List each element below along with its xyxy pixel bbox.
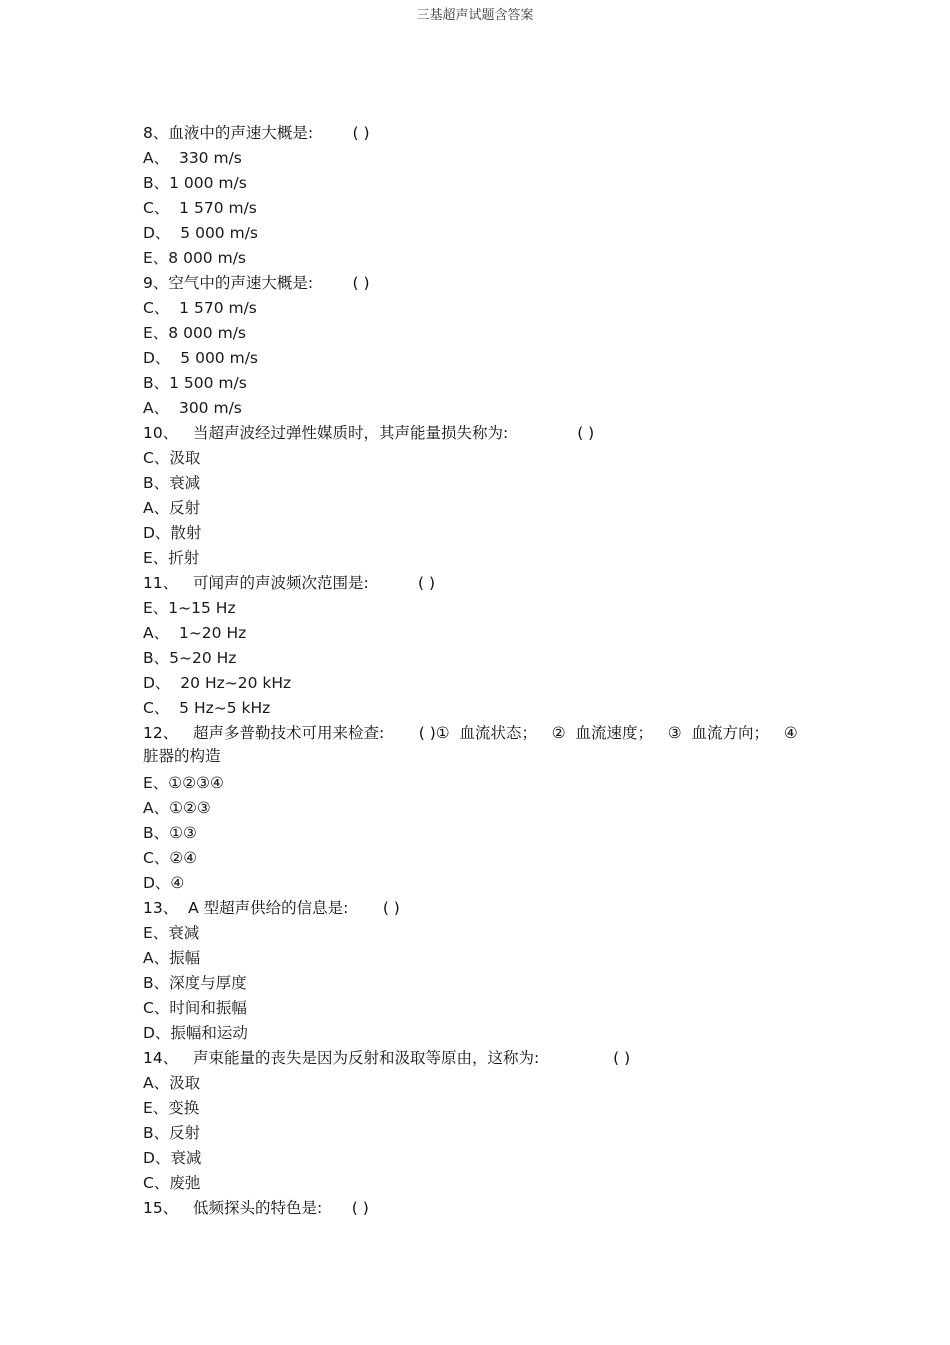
question-11: 11、 可闻声的声波频次范围是: ( ) [143, 574, 436, 592]
option-line: E、8 000 m/s [143, 249, 246, 267]
option-line: B、1 000 m/s [143, 174, 247, 192]
option-line: E、1~15 Hz [143, 599, 236, 617]
page-header-title: 三基超声试题含答案 [416, 8, 534, 23]
option-line: E、8 000 m/s [143, 324, 246, 342]
option-line: D、散射 [143, 524, 202, 542]
option-line: A、 330 m/s [143, 149, 242, 167]
option-line: E、①②③④ [143, 774, 224, 792]
option-line: B、5~20 Hz [143, 649, 237, 667]
option-line: C、汲取 [143, 449, 201, 467]
option-line: D、 5 000 m/s [143, 224, 258, 242]
option-line: A、振幅 [143, 949, 201, 967]
option-line: D、 20 Hz~20 kHz [143, 674, 292, 692]
option-line: C、废弛 [143, 1174, 201, 1192]
question-14: 14、 声束能量的丧失是因为反射和汲取等原由，这称为: ( ) [143, 1049, 631, 1067]
option-line: D、振幅和运动 [143, 1024, 248, 1042]
question-12: 12、 超声多普勒技术可用来检查: ( )① 血流状态； ② 血流速度； ③ 血流方向； ④ 脏器的构造 [143, 724, 808, 765]
option-line: E、变换 [143, 1099, 200, 1117]
question-10: 10、 当超声波经过弹性媒质时，其声能量损失称为: ( ) [143, 424, 595, 442]
question-13: 13、 A 型超声供给的信息是: ( ) [143, 899, 400, 917]
question-9: 9、空气中的声速大概是: ( ) [143, 274, 370, 292]
option-line: B、①③ [143, 824, 197, 842]
option-line: B、1 500 m/s [143, 374, 247, 392]
option-line: B、深度与厚度 [143, 974, 247, 992]
option-line: C、时间和振幅 [143, 999, 247, 1017]
option-line: D、④ [143, 874, 185, 892]
option-line: A、反射 [143, 499, 201, 517]
option-line: A、①②③ [143, 799, 211, 817]
option-line: C、②④ [143, 849, 198, 867]
option-line: D、 5 000 m/s [143, 349, 258, 367]
option-line: D、衰减 [143, 1149, 202, 1167]
option-line: E、衰减 [143, 924, 200, 942]
option-line: B、衰减 [143, 474, 201, 492]
option-line: A、 1~20 Hz [143, 624, 247, 642]
option-line: C、 1 570 m/s [143, 199, 257, 217]
option-line: E、折射 [143, 549, 200, 567]
question-8: 8、血液中的声速大概是: ( ) [143, 124, 370, 142]
option-line: A、汲取 [143, 1074, 201, 1092]
question-list [143, 121, 808, 1221]
option-line: C、 1 570 m/s [143, 299, 257, 317]
option-line: A、 300 m/s [143, 399, 242, 417]
option-line: B、反射 [143, 1124, 201, 1142]
question-15: 15、 低频探头的特色是: ( ) [143, 1199, 369, 1217]
option-line: C、 5 Hz~5 kHz [143, 699, 271, 717]
